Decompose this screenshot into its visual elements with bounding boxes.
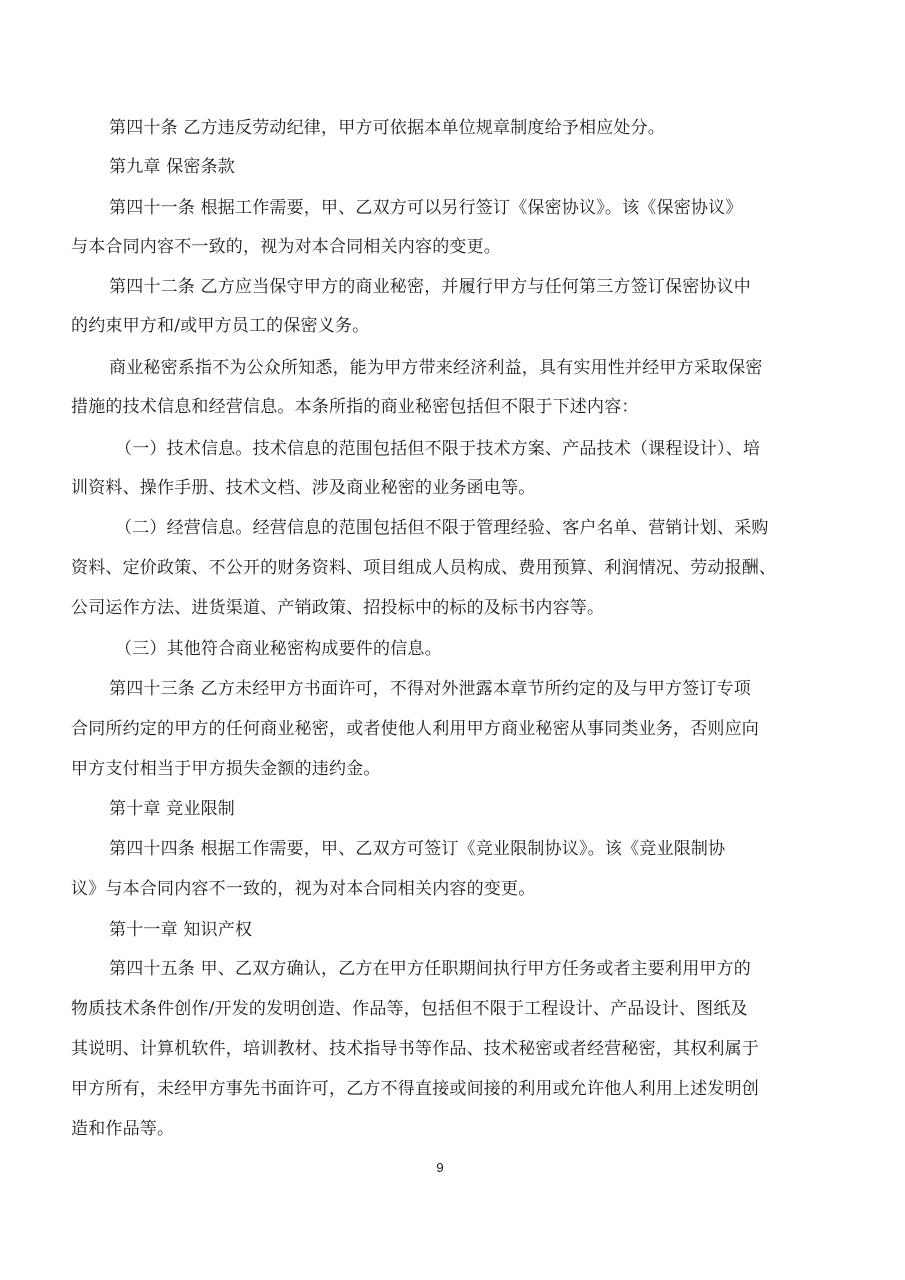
article-45-line-1: 第四十五条 甲、乙双方确认，乙方在甲方任职期间执行甲方任务或者主要利用甲方的 [109, 959, 752, 979]
item-3: （三）其他符合商业秘密构成要件的信息。 [115, 639, 442, 659]
chapter-10-heading: 第十章 竞业限制 [109, 799, 236, 819]
item-1-line-1: （一）技术信息。技术信息的范围包括但不限于技术方案、产品技术（课程设计）、培 [115, 439, 761, 459]
trade-secret-def-2: 措施的技术信息和经营信息。本条所指的商业秘密包括但不限于下述内容： [71, 397, 639, 417]
article-43-line-3: 甲方支付相当于甲方损失金额的违约金。 [71, 759, 381, 779]
article-45-line-3: 其说明、计算机软件，培训教材、技术指导书等作品、技术秘密或者经营秘密，其权利属于 [71, 1039, 759, 1059]
item-2-line-1: （二）经营信息。经营信息的范围包括但不限于管理经验、客户名单、营销计划、采购 [115, 518, 769, 538]
article-44-line-2: 议》与本合同内容不一致的，视为对本合同相关内容的变更。 [71, 879, 536, 899]
article-41-line-1: 第四十一条 根据工作需要，甲、乙双方可以另行签订《保密协议》。该《保密协议》 [109, 198, 743, 218]
chapter-11-heading: 第十一章 知识产权 [109, 920, 253, 940]
article-43-line-2: 合同所约定的甲方的任何商业秘密，或者使他人利用甲方商业秘密从事同类业务，否则应向 [71, 719, 759, 739]
article-44-line-1: 第四十四条 根据工作需要，甲、乙双方可签订《竞业限制协议》。该《竞业限制协 [109, 839, 726, 859]
article-42-line-2: 的约束甲方和/或甲方员工的保密义务。 [71, 316, 370, 336]
article-45-line-2: 物质技术条件创作/开发的发明创造、作品等，包括但不限于工程设计、产品设计、图纸及 [71, 999, 748, 1019]
item-1-line-2: 训资料、操作手册、技术文档、涉及商业秘密的业务函电等。 [71, 478, 536, 498]
page-number: 9 [436, 1160, 444, 1175]
article-45-line-5: 造和作品等。 [71, 1119, 175, 1139]
article-41-line-2: 与本合同内容不一致的，视为对本合同相关内容的变更。 [71, 237, 501, 257]
article-42-line-1: 第四十二条 乙方应当保守甲方的商业秘密，并履行甲方与任何第三方签订保密协议中 [109, 277, 752, 297]
item-2-line-3: 公司运作方法、进货渠道、产销政策、招投标中的标的及标书内容等。 [71, 598, 605, 618]
chapter-9-heading: 第九章 保密条款 [109, 157, 236, 177]
trade-secret-def-1: 商业秘密系指不为公众所知悉，能为甲方带来经济利益，具有实用性并经甲方采取保密 [109, 358, 763, 378]
article-43-line-1: 第四十三条 乙方未经甲方书面许可，不得对外泄露本章节所约定的及与甲方签订专项 [109, 679, 752, 699]
article-40: 第四十条 乙方违反劳动纪律，甲方可依据本单位规章制度给予相应处分。 [109, 118, 666, 138]
article-45-line-4: 甲方所有，未经甲方事先书面许可，乙方不得直接或间接的利用或允许他人利用上述发明创 [71, 1079, 759, 1099]
item-2-line-2: 资料、定价政策、不公开的财务资料、项目组成人员构成、费用预算、利润情况、劳动报酬、 [71, 558, 777, 578]
